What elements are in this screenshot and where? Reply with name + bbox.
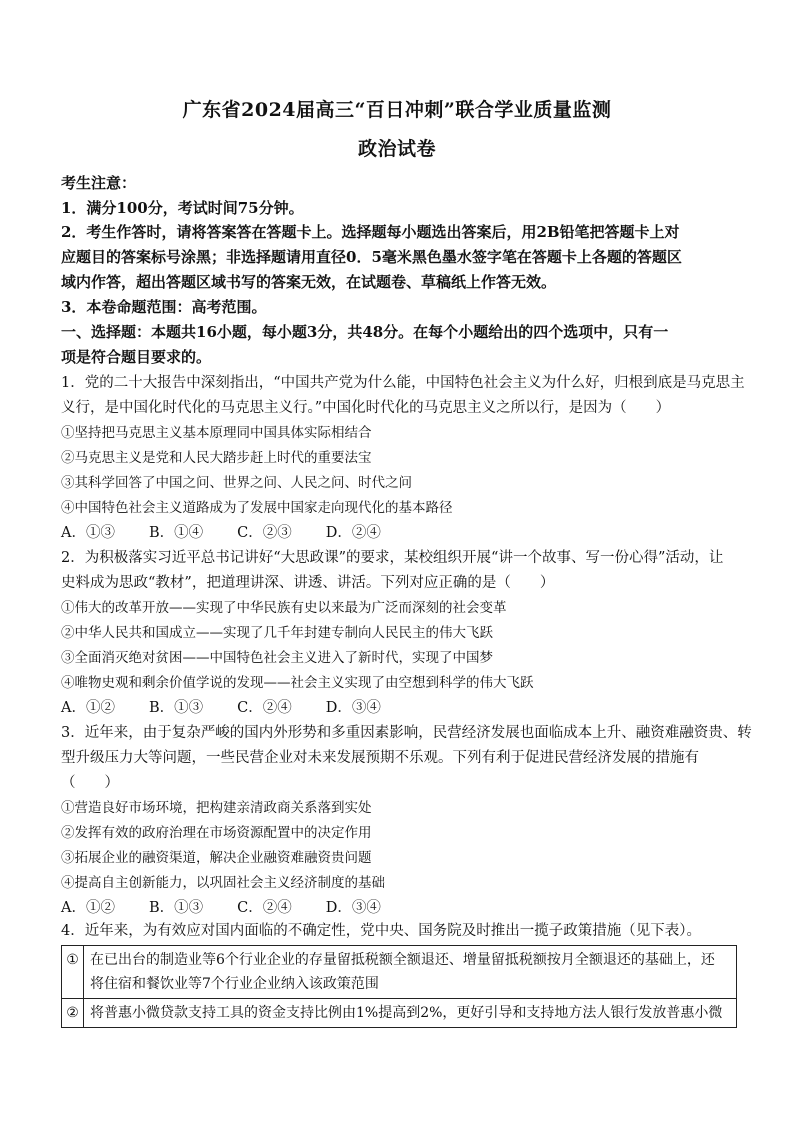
question-1-option-2: ②马克思主义是党和人民大踏步赶上时代的重要法宝	[61, 450, 372, 466]
question-1-stem: 1．党的二十大报告中深刻指出，“中国共产党为什么能，中国特色社会主义为什么好，归根到底是马克思主	[61, 375, 745, 391]
question-2-option-2: ②中华人民共和国成立——实现了几千年封建专制向人民民主的伟大飞跃	[61, 625, 493, 641]
question-3-option-4: ④提高自主创新能力，以巩固社会主义经济制度的基础	[61, 875, 385, 891]
table-row	[62, 946, 737, 999]
question-1-choices	[61, 524, 741, 542]
notice-item-2: 2．考生作答时，请将答案答在答题卡上。选择题每小题选出答案后，用2B铅笔把答题卡上对	[61, 223, 680, 241]
row-content	[84, 999, 737, 1028]
notice-item-1: 1．满分100分，考试时间75分钟。	[61, 199, 304, 217]
question-1-option-3: ③其科学回答了中国之问、世界之问、人民之问、时代之问	[61, 475, 412, 491]
row-number: ①	[62, 946, 84, 999]
question-4-stem: 4．近年来，为有效应对国内面临的不确定性，党中央、国务院及时推出一揽子政策措施（见下表）。	[61, 923, 701, 939]
notice-item-2-cont2: 域内作答，超出答题区域书写的答案无效，在试题卷、草稿纸上作答无效。	[61, 273, 557, 291]
choice-c[interactable]: C．②④	[237, 700, 292, 716]
choice-d[interactable]: D．②④	[325, 525, 381, 541]
question-3-option-3: ③拓展企业的融资渠道，解决企业融资难融资贵问题	[61, 850, 372, 866]
section-heading-cont: 项是符合题目要求的。	[61, 348, 212, 366]
question-1-stem-cont: 义行，是中国化时代化的马克思主义行。”中国化时代化的马克思主义之所以行，是因为（ ）	[61, 400, 671, 416]
choice-b[interactable]: B．①③	[148, 900, 204, 916]
question-2-option-4: ④唯物史观和剩余价值学说的发现——社会主义实现了由空想到科学的伟大飞跃	[61, 675, 534, 691]
question-2-option-3: ③全面消灭绝对贫困——中国特色社会主义进入了新时代，实现了中国梦	[61, 650, 493, 666]
exam-subject: 政治试卷	[357, 138, 436, 160]
choice-a[interactable]: A．①②	[61, 900, 115, 916]
question-3-option-2: ②发挥有效的政府治理在市场资源配置中的决定作用	[61, 825, 372, 841]
question-3-stem-cont: 型升级压力大等问题，一些民营企业对未来发展预期不乐观。下列有利于促进民营经济发展的措施有	[61, 750, 699, 766]
choice-c[interactable]: C．②④	[237, 900, 292, 916]
choice-a[interactable]: A．①②	[61, 700, 115, 716]
question-2-stem-cont: 史料成为思政“教材”，把道理讲深、讲透、讲活。下列对应正确的是（ ）	[61, 575, 555, 591]
question-2-stem: 2．为积极落实习近平总书记讲好“大思政课”的要求，某校组织开展“讲一个故事、写一份心得”活动，让	[61, 550, 724, 566]
notice-item-2-cont: 应题目的答案标号涂黑；非选择题请用直径0．5毫米黑色墨水签字笔在答题卡上各题的答题区	[61, 248, 682, 266]
question-3-option-1: ①营造良好市场环境，把构建亲清政商关系落到实处	[61, 800, 372, 816]
notice-item-3: 3．本卷命题范围：高考范围。	[61, 298, 267, 316]
choice-c[interactable]: C．②③	[237, 525, 292, 541]
row-number: ②	[62, 999, 84, 1028]
choice-a[interactable]: A．①③	[61, 525, 115, 541]
question-3-stem: 3．近年来，由于复杂严峻的国内外形势和多重因素影响，民营经济发展也面临成本上升、融资难融资贵、转	[61, 725, 752, 741]
row-text-line: 在已出台的制造业等6个行业企业的存量留抵税额全额退还、增量留抵税额按月全额退还的基础上，还	[90, 952, 715, 968]
question-2-option-1: ①伟大的改革开放——实现了中华民族有史以来最为广泛而深刻的社会变革	[61, 600, 507, 616]
question-1-option-1: ①坚持把马克思主义基本原理同中国具体实际相结合	[61, 425, 372, 441]
notice-heading: 考生注意：	[61, 174, 137, 192]
choice-d[interactable]: D．③④	[325, 900, 381, 916]
choice-b[interactable]: B．①④	[148, 525, 204, 541]
question-3-choices	[61, 899, 741, 917]
section-heading: 一、选择题：本题共16小题，每小题3分，共48分。在每个小题给出的四个选项中，只有一	[61, 323, 669, 341]
table-row	[62, 999, 737, 1028]
row-text-line: 将住宿和餐饮业等7个行业企业纳入该政策范围	[90, 976, 379, 992]
question-3-stem-paren: （ ）	[61, 775, 119, 791]
policy-table	[61, 945, 737, 1028]
question-1-option-4: ④中国特色社会主义道路成为了发展中国家走向现代化的基本路径	[61, 500, 453, 516]
exam-title: 广东省2024届高三“百日冲刺”联合学业质量监测	[182, 99, 612, 121]
row-content	[84, 946, 737, 999]
choice-d[interactable]: D．③④	[325, 700, 381, 716]
question-2-choices	[61, 699, 741, 717]
row-text-line: 将普惠小微贷款支持工具的资金支持比例由1%提高到2%，更好引导和支持地方法人银行发放普惠小微	[90, 1005, 723, 1021]
choice-b[interactable]: B．①③	[148, 700, 204, 716]
